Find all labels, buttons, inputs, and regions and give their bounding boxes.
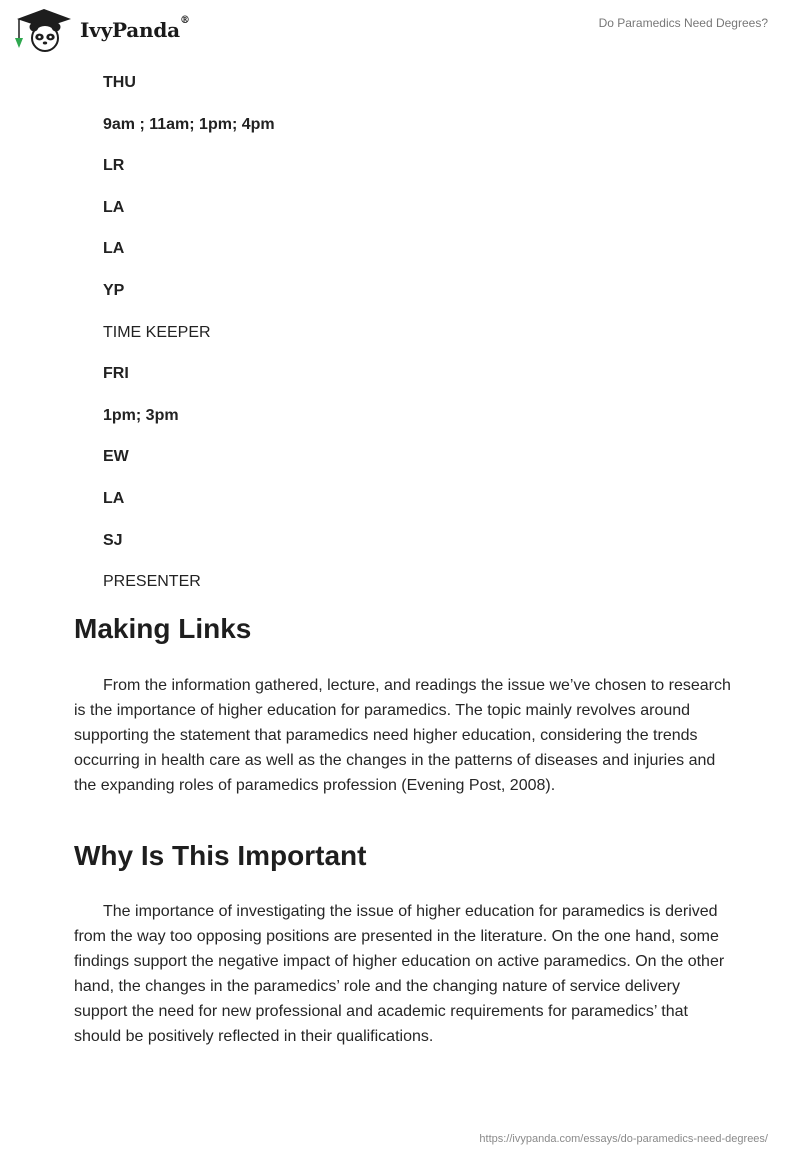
schedule-line: YP bbox=[103, 281, 125, 299]
schedule-line: 1pm; 3pm bbox=[103, 406, 179, 424]
schedule-line: TIME KEEPER bbox=[103, 323, 211, 341]
footer-url-link[interactable]: https://ivypanda.com/essays/do-paramedics-need-degrees/ bbox=[479, 1133, 768, 1145]
schedule-line: THU bbox=[103, 74, 136, 91]
site-logo[interactable] bbox=[14, 8, 190, 52]
schedule-line: LA bbox=[103, 198, 125, 216]
schedule-line: 9am ; 11am; 1pm; 4pm bbox=[103, 115, 275, 133]
section-heading-why-important: Why Is This Important bbox=[74, 840, 367, 871]
panda-graduation-cap-icon bbox=[14, 8, 74, 52]
document-title: Do Paramedics Need Degrees? bbox=[598, 16, 768, 30]
schedule-line: LR bbox=[103, 157, 125, 175]
schedule-line: LA bbox=[103, 489, 125, 507]
schedule-line: LA bbox=[103, 240, 125, 258]
schedule-line: SJ bbox=[103, 531, 123, 549]
schedule-list bbox=[103, 72, 275, 613]
logo-wordmark: IvyPanda® bbox=[80, 15, 190, 42]
schedule-line: FRI bbox=[103, 365, 129, 383]
section-heading-making-links: Making Links bbox=[74, 613, 252, 644]
making-links-paragraph: From the information gathered, lecture, and readings the issue we’ve chosen to research is the importance of higher education for paramedics. The topic mainly revolves around supporting the statement that paramedics need higher education, considering the trends occurring in health care as well as the changes in the patterns of diseases and injuries and the expanding roles of paramedics profession (Evening Post, 2008). bbox=[74, 677, 731, 794]
page-header bbox=[0, 0, 800, 64]
why-important-paragraph: The importance of investigating the issue of higher education for paramedics is derived from the way too opposing positions are presented in the literature. On the one hand, some findings support the negative impact of higher education on active paramedics. On the other hand, the changes in the paramedics’ role and the changing nature of service delivery support the need for new professional and academic requirements for paramedics’ that should be positively reflected in their qualifications. bbox=[74, 903, 725, 1045]
schedule-line: EW bbox=[103, 448, 129, 466]
schedule-line: PRESENTER bbox=[103, 573, 201, 591]
